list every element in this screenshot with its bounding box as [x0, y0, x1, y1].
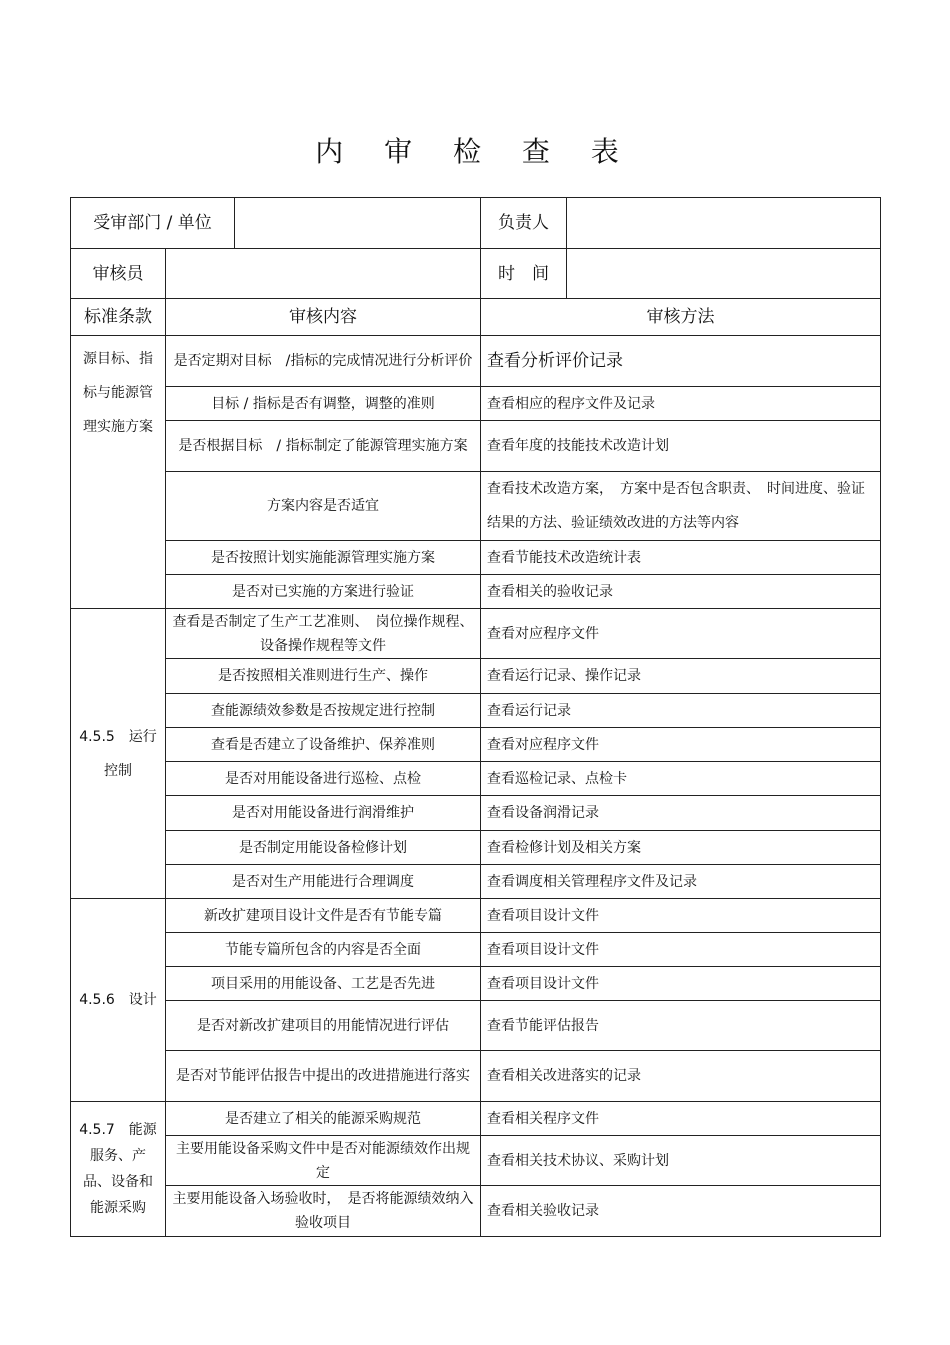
dept-value-field[interactable] — [235, 198, 481, 249]
column-header-content: 审核内容 — [166, 299, 481, 336]
section-clause: 4.5.6 设计 — [71, 899, 166, 1102]
audit-method-cell: 查看相关验收记录 — [481, 1186, 881, 1237]
table-row — [71, 762, 881, 796]
table-row — [71, 1186, 881, 1237]
table-row — [71, 796, 881, 831]
audit-checklist-table — [70, 197, 881, 1237]
audit-content-cell: 是否对生产用能进行合理调度 — [166, 865, 481, 899]
audit-content-cell: 是否制定用能设备检修计划 — [166, 831, 481, 865]
table-row — [71, 421, 881, 472]
audit-content-cell: 是否对已实施的方案进行验证 — [166, 575, 481, 609]
audit-content-cell: 查能源绩效参数是否按规定进行控制 — [166, 694, 481, 728]
audit-method-cell: 查看对应程序文件 — [481, 609, 881, 659]
table-row — [71, 541, 881, 575]
audit-content-cell: 项目采用的用能设备、工艺是否先进 — [166, 967, 481, 1001]
table-row — [71, 1102, 881, 1136]
column-header-clause: 标准条款 — [71, 299, 166, 336]
audit-content-cell: 是否对用能设备进行润滑维护 — [166, 796, 481, 831]
table-row — [71, 1001, 881, 1051]
audit-content-cell: 主要用能设备入场验收时， 是否将能源绩效纳入验收项目 — [166, 1186, 481, 1237]
audit-content-cell: 是否对新改扩建项目的用能情况进行评估 — [166, 1001, 481, 1051]
table-row — [71, 1051, 881, 1102]
time-label: 时 间 — [481, 249, 567, 299]
section-clause: 4.5.7 能源服务、产品、设备和能源采购 — [71, 1102, 166, 1237]
audit-method-cell: 查看相关改进落实的记录 — [481, 1051, 881, 1102]
audit-method-cell: 查看年度的技能技术改造计划 — [481, 421, 881, 472]
audit-method-cell: 查看检修计划及相关方案 — [481, 831, 881, 865]
audit-method-cell: 查看分析评价记录 — [481, 336, 881, 387]
audit-content-cell: 是否定期对目标 /指标的完成情况进行分析评价 — [166, 336, 481, 387]
section-clause: 源目标、指标与能源管理实施方案 — [71, 336, 166, 609]
audit-content-cell: 是否对节能评估报告中提出的改进措施进行落实 — [166, 1051, 481, 1102]
audit-method-cell: 查看节能技术改造统计表 — [481, 541, 881, 575]
table-row — [71, 575, 881, 609]
column-header-method: 审核方法 — [481, 299, 881, 336]
table-row — [71, 472, 881, 541]
auditor-label: 审核员 — [71, 249, 166, 299]
audit-method-cell: 查看相关程序文件 — [481, 1102, 881, 1136]
table-row — [71, 865, 881, 899]
audit-method-cell: 查看相关技术协议、采购计划 — [481, 1136, 881, 1186]
table-row — [71, 694, 881, 728]
owner-value-field[interactable] — [567, 198, 881, 249]
section-clause: 4.5.5 运行控制 — [71, 609, 166, 899]
audit-method-cell: 查看调度相关管理程序文件及记录 — [481, 865, 881, 899]
audit-method-cell: 查看节能评估报告 — [481, 1001, 881, 1051]
auditor-value-field[interactable] — [166, 249, 481, 299]
owner-label: 负责人 — [481, 198, 567, 249]
audit-method-cell: 查看对应程序文件 — [481, 728, 881, 762]
audit-content-cell: 查看是否制定了生产工艺准则、 岗位操作规程、设备操作规程等文件 — [166, 609, 481, 659]
audit-method-cell: 查看相关的验收记录 — [481, 575, 881, 609]
audit-content-cell: 是否建立了相关的能源采购规范 — [166, 1102, 481, 1136]
audit-method-cell: 查看运行记录、操作记录 — [481, 659, 881, 694]
audit-method-cell: 查看项目设计文件 — [481, 967, 881, 1001]
audit-method-cell: 查看巡检记录、点检卡 — [481, 762, 881, 796]
table-row — [71, 387, 881, 421]
audit-method-cell: 查看设备润滑记录 — [481, 796, 881, 831]
time-value-field[interactable] — [567, 249, 881, 299]
audit-method-cell: 查看技术改造方案， 方案中是否包含职责、 时间进度、验证结果的方法、验证绩效改进的方法等内容 — [481, 472, 881, 541]
audit-content-cell: 节能专篇所包含的内容是否全面 — [166, 933, 481, 967]
audit-content-cell: 查看是否建立了设备维护、保养准则 — [166, 728, 481, 762]
audit-method-cell: 查看项目设计文件 — [481, 933, 881, 967]
audit-content-cell: 主要用能设备采购文件中是否对能源绩效作出规定 — [166, 1136, 481, 1186]
table-row — [71, 933, 881, 967]
audit-content-cell: 方案内容是否适宜 — [166, 472, 481, 541]
table-row — [71, 831, 881, 865]
audit-content-cell: 是否根据目标 / 指标制定了能源管理实施方案 — [166, 421, 481, 472]
page-title: 内 审 检 查 表 — [315, 135, 635, 168]
table-row — [71, 609, 881, 659]
audit-content-cell: 是否对用能设备进行巡检、点检 — [166, 762, 481, 796]
audit-method-cell: 查看相应的程序文件及记录 — [481, 387, 881, 421]
audit-method-cell: 查看运行记录 — [481, 694, 881, 728]
table-row — [71, 659, 881, 694]
audit-content-cell: 是否按照计划实施能源管理实施方案 — [166, 541, 481, 575]
table-row — [71, 899, 881, 933]
audit-content-cell: 目标 / 指标是否有调整，调整的准则 — [166, 387, 481, 421]
audit-content-cell: 是否按照相关准则进行生产、操作 — [166, 659, 481, 694]
table-row — [71, 1136, 881, 1186]
table-row — [71, 336, 881, 387]
audit-method-cell: 查看项目设计文件 — [481, 899, 881, 933]
audit-content-cell: 新改扩建项目设计文件是否有节能专篇 — [166, 899, 481, 933]
table-row — [71, 967, 881, 1001]
table-row — [71, 728, 881, 762]
dept-label: 受审部门 / 单位 — [71, 198, 235, 249]
